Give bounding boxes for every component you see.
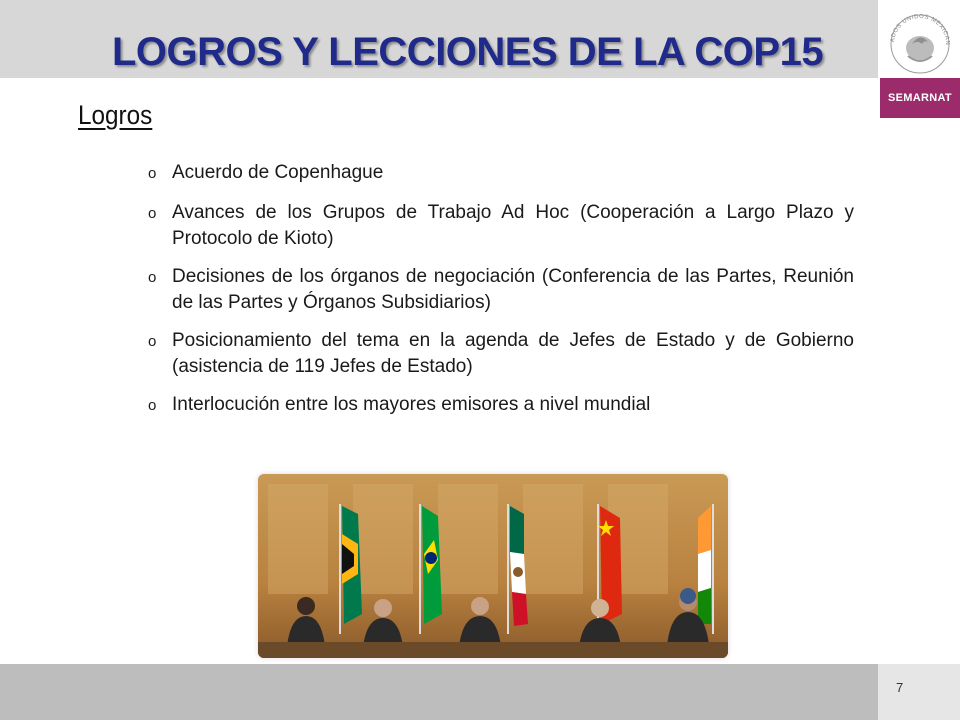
footer-band [0,664,878,720]
bullet-item [148,200,854,252]
slide-title: LOGROS Y LECCIONES DE LA COP15 [112,30,824,74]
seal-text: ADOS UNIDOS MEXICAN [890,13,951,46]
semarnat-logo [880,78,960,118]
bullet-item [148,264,854,316]
bullet-text: Interlocución entre los mayores emisores a nivel mundial [172,394,651,415]
section-heading: Logros [78,100,153,130]
bullet-text: Avances de los Grupos de Trabajo Ad Hoc (Cooperación a Largo Plazo y Protocolo de Kioto) [172,202,854,249]
leaders-photo [258,474,728,658]
bullet-marker: o [148,269,157,286]
bullet-text: Posicionamiento del tema en la agenda de Jefes de Estado y de Gobierno (asistencia de 119 Jefes de Estado) [172,330,854,377]
bullet-text: Acuerdo de Copenhague [172,162,384,183]
page-number: 7 [896,680,904,695]
flag-india [698,504,713,634]
mexican-seal-icon [882,4,958,76]
bullet-marker: o [148,205,157,222]
bullet-item [148,160,854,188]
bullet-text: Decisiones de los órganos de negociación (Conferencia de las Partes, Reunión de las Partes y Órganos Subsidiarios) [172,266,854,313]
bullet-item [148,328,854,380]
bullet-marker: o [148,165,157,182]
page-number-box [878,664,960,720]
bullet-item [148,392,854,420]
bullet-marker: o [148,397,157,414]
semarnat-logo-text: SEMARNAT [888,92,952,104]
bullet-list [148,160,854,432]
bullet-marker: o [148,333,157,350]
